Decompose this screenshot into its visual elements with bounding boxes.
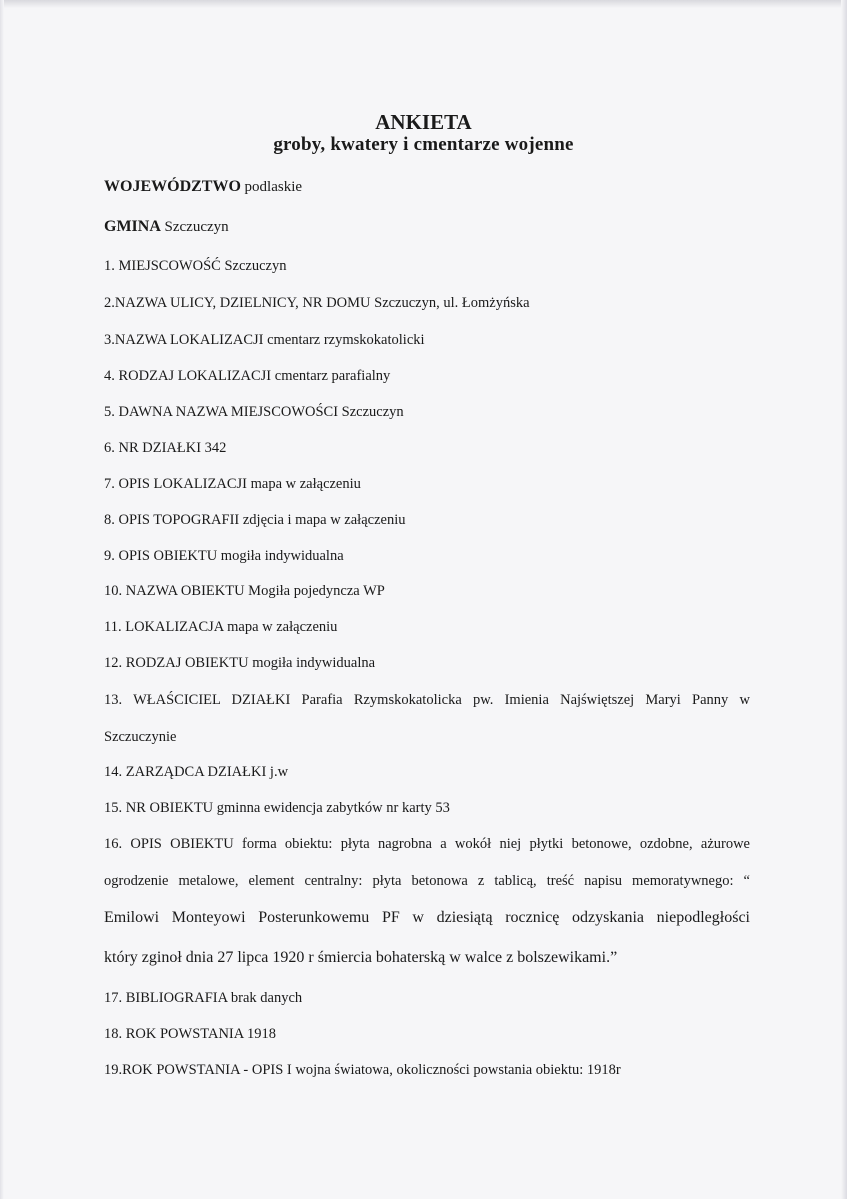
- scan-edge: [0, 0, 847, 8]
- list-item: 14. ZARZĄDCA DZIAŁKI j.w: [104, 764, 289, 780]
- list-item: 1. MIEJSCOWOŚĆ Szczuczyn: [104, 258, 287, 274]
- field-label: WOJEWÓDZTWO: [104, 178, 241, 195]
- list-item-continuation: Szczuczynie: [104, 729, 177, 745]
- list-item: 12. RODZAJ OBIEKTU mogiła indywidualna: [104, 655, 376, 671]
- list-item: 9. OPIS OBIEKTU mogiła indywidualna: [104, 548, 344, 564]
- list-item-continuation: ogrodzenie metalowe, element centralny: płyta betonowa z tablicą, treść napisu memoratywnego: “: [104, 873, 750, 889]
- list-item: 5. DAWNA NAZWA MIEJSCOWOŚCI Szczuczyn: [104, 404, 404, 420]
- field-label: GMINA: [104, 218, 161, 235]
- document-title: ANKIETA: [375, 110, 472, 134]
- scan-edge: [841, 0, 847, 1199]
- field-wojewodztwo: [104, 178, 302, 196]
- inscription-text: który zginoł dnia 27 lipca 1920 r śmiercia bohaterską w walce z bolszewikami.”: [104, 949, 618, 966]
- list-item: 8. OPIS TOPOGRAFII zdjęcia i mapa w załączeniu: [104, 512, 406, 528]
- list-item: 16. OPIS OBIEKTU forma obiektu: płyta nagrobna a wokół niej płytki betonowe, ozdobne, ażurowe: [104, 836, 750, 852]
- scan-edge: [0, 0, 4, 1199]
- field-value: podlaskie: [244, 179, 303, 195]
- list-item: 15. NR OBIEKTU gminna ewidencja zabytków nr karty 53: [104, 800, 450, 816]
- list-item: 2.NAZWA ULICY, DZIELNICY, NR DOMU Szczuczyn, ul. Łomżyńska: [104, 295, 530, 311]
- list-item: 17. BIBLIOGRAFIA brak danych: [104, 990, 303, 1006]
- list-item: 4. RODZAJ LOKALIZACJI cmentarz parafialny: [104, 368, 391, 384]
- list-item: 11. LOKALIZACJA mapa w załączeniu: [104, 619, 338, 635]
- list-item: 10. NAZWA OBIEKTU Mogiła pojedyncza WP: [104, 583, 385, 599]
- list-item: 7. OPIS LOKALIZACJI mapa w załączeniu: [104, 476, 361, 492]
- list-item: 13. WŁAŚCICIEL DZIAŁKI Parafia Rzymskokatolicka pw. Imienia Najświętszej Maryi Panny w: [104, 692, 750, 708]
- list-item: 3.NAZWA LOKALIZACJI cmentarz rzymskokatolicki: [104, 332, 425, 348]
- field-value: Szczuczyn: [164, 219, 229, 235]
- inscription-text: Emilowi Monteyowi Posterunkowemu PF w dziesiątą rocznicę odzyskania niepodległości: [104, 909, 750, 926]
- list-item: 18. ROK POWSTANIA 1918: [104, 1026, 277, 1042]
- list-item: 6. NR DZIAŁKI 342: [104, 440, 227, 456]
- field-gmina: [104, 218, 229, 236]
- document-subtitle: groby, kwatery i cmentarze wojenne: [273, 134, 574, 155]
- list-item: 19.ROK POWSTANIA - OPIS I wojna światowa, okoliczności powstania obiektu: 1918r: [104, 1062, 621, 1078]
